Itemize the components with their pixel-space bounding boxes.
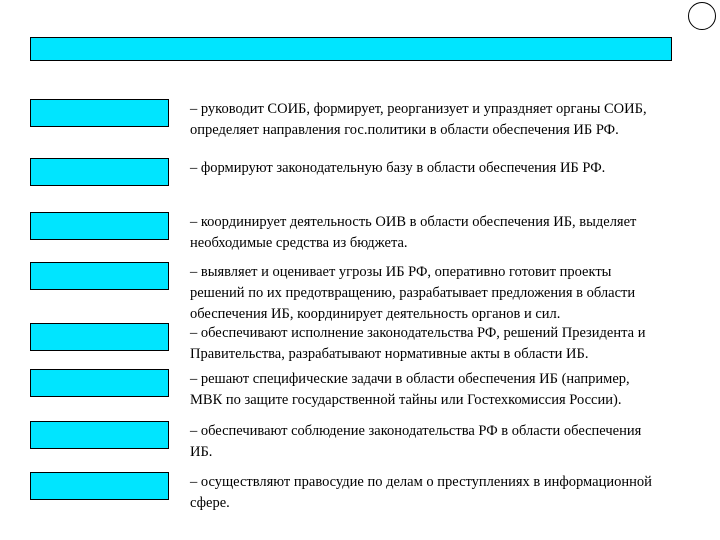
entity-description: – обеспечивают исполнение законодательства РФ, решений Президента и Правительства, разрабатывают нормативные акты в области ИБ.	[190, 325, 646, 362]
entity-description: – осуществляют правосудие по делам о преступлениях в информационной сфере.	[190, 474, 652, 511]
entity-label-box	[30, 212, 169, 240]
entity-label-box	[30, 99, 169, 127]
entity-description: – координирует деятельность ОИВ в области обеспечения ИБ, выделяет необходимые средства из бюджета.	[190, 214, 637, 251]
entity-description: – формируют законодательную базу в области обеспечения ИБ РФ.	[190, 160, 606, 176]
entity-label-box	[30, 369, 169, 397]
slide-number-circle	[688, 2, 716, 30]
entity-label-box	[30, 323, 169, 351]
entity-label-box	[30, 262, 169, 290]
title-bar	[30, 37, 672, 61]
entity-label-box	[30, 421, 169, 449]
entity-description: – руководит СОИБ, формирует, реорганизует и упраздняет органы СОИБ, определяет направления гос.политики в области обеспечения ИБ РФ.	[190, 101, 647, 138]
entity-description: – решают специфические задачи в области обеспечения ИБ (например, МВК по защите государственной тайны или Гостехкомиссия России).	[190, 371, 630, 408]
entity-label-box	[30, 158, 169, 186]
entity-label-box	[30, 472, 169, 500]
entity-description: – выявляет и оценивает угрозы ИБ РФ, оперативно готовит проекты решений по их предотвращению, разрабатывает предложения в области обеспечения ИБ, координирует деятельность органов и сил.	[190, 264, 636, 322]
entity-description: – обеспечивают соблюдение законодательства РФ в области обеспечения ИБ.	[190, 423, 642, 460]
